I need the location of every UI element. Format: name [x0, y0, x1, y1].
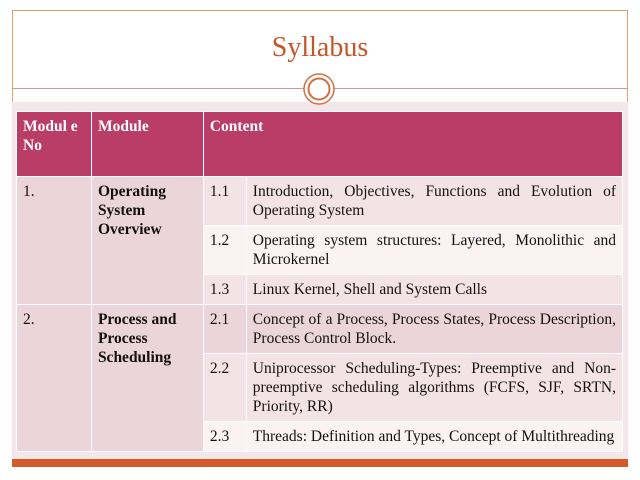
topic-text: Introduction, Objectives, Functions and Evolution of Operating System: [246, 177, 622, 226]
topic-text: Threads: Definition and Types, Concept of Multithreading: [246, 422, 622, 452]
header-module: Module: [91, 112, 203, 177]
syllabus-table: [16, 111, 623, 452]
module-name: Operating System Overview: [91, 177, 203, 305]
topic-number: 2.1: [203, 305, 246, 354]
bottom-accent-bar: [12, 459, 628, 467]
header-module-no: Modul e No: [17, 112, 92, 177]
module-number: 1.: [17, 177, 92, 305]
topic-number: 1.1: [203, 177, 246, 226]
frame-top-line: [12, 10, 628, 11]
topic-number: 2.3: [203, 422, 246, 452]
table-row: [17, 305, 623, 354]
topic-text: Uniprocessor Scheduling-Types: Preemptive and Non-preemptive scheduling algorithms (FCFS, SJF, SRTN, Priority, RR): [246, 354, 622, 422]
table-row: [17, 177, 623, 226]
topic-text: Linux Kernel, Shell and System Calls: [246, 275, 622, 305]
header-content: Content: [203, 112, 622, 177]
slide-title: Syllabus: [271, 32, 369, 63]
table-header-row: [17, 112, 623, 177]
topic-number: 1.2: [203, 226, 246, 275]
topic-number: 2.2: [203, 354, 246, 422]
topic-text: Concept of a Process, Process States, Process Description, Process Control Block.: [246, 305, 622, 354]
module-name: Process and Process Scheduling: [91, 305, 203, 452]
circle-ornament-icon: [303, 73, 335, 105]
module-number: 2.: [17, 305, 92, 452]
topic-number: 1.3: [203, 275, 246, 305]
topic-text: Operating system structures: Layered, Monolithic and Microkernel: [246, 226, 622, 275]
